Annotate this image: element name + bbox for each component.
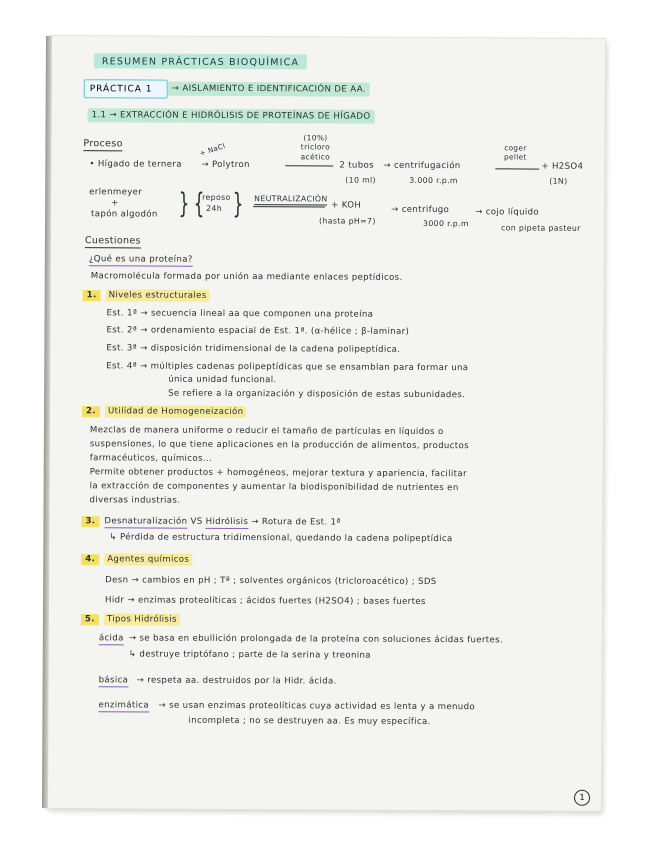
proceso-item-higado: • Hígado de ternera	[89, 159, 182, 170]
proceso-tapon: tapón algodón	[91, 209, 158, 220]
basica-line: → respeta aa. destruidos por la Hidr. ácida.	[136, 675, 337, 687]
neutralizacion-label: NEUTRALIZACIÓN	[254, 194, 328, 204]
proceso-centrifugo: → centrifugo	[391, 204, 450, 216]
page-title: RESUMEN PRÁCTICAS BIOQUÍMICA	[101, 56, 300, 69]
acida-line-2: ↳ destruye triptófano ; parte de la serina y treonina	[128, 649, 371, 661]
proceso-centrifugo-rpm: 3000 r.p.m	[423, 218, 469, 229]
arrow-to-koh	[253, 206, 325, 207]
section-1-heading: 1. Niveles estructurales	[83, 290, 210, 301]
desnaturalizacion-label: Desnaturalización	[104, 516, 188, 527]
proceso-acid: + H2SO4	[541, 161, 584, 172]
proceso-koh: + KOH	[331, 200, 362, 211]
hidrolisis-label: Hidrólisis	[205, 516, 249, 528]
list-item: Est. 3ª → disposición tridimensional de la cadena polipeptídica.	[106, 343, 401, 355]
enzimatica-line-1: → se usan enzimas proteolíticas cuya actividad es lenta y a menudo	[158, 700, 476, 713]
page-title-highlight	[94, 53, 307, 69]
paragraph-line: suspensiones, lo que tiene aplicaciones en la producción de alimentos, productos	[89, 439, 469, 452]
basica-label: básica	[98, 675, 129, 686]
enzimatica-line-2: incompleta ; no se destruyen aa. Es muy específica.	[188, 715, 431, 728]
proceso-koh-sub: (hasta pH=7)	[319, 216, 376, 226]
list-item: Est. 2ª → ordenamiento espacial de Est. 1ª. (α-hélice ; β-laminar)	[106, 325, 410, 337]
practica-label: PRÁCTICA 1	[89, 84, 153, 95]
question-protein: ¿Qué es una proteína?	[88, 254, 193, 265]
section-4-heading: 4. Agentes químicos	[81, 554, 192, 565]
paragraph-line: diversas industrias.	[89, 495, 181, 506]
proceso-plus: +	[111, 198, 119, 209]
nacl-note: + NaCl	[198, 142, 227, 158]
paragraph-line: Mezclas de manera uniforme o reducir el tamaño de partículas en líquidos o	[89, 425, 444, 438]
arrow-to-tubos	[285, 165, 333, 166]
proceso-erlenmeyer: erlenmeyer	[89, 187, 143, 198]
arrow-to-acid	[495, 168, 539, 169]
list-item: Se refiere a la organización y disposición de estas subunidades.	[168, 388, 466, 401]
section-3-number: 3.	[81, 516, 99, 527]
brace-open-icon: {	[193, 186, 205, 220]
list-item: Est. 1ª → secuencia lineal aa que componen una proteína	[106, 308, 374, 320]
proceso-tubos: 2 tubos	[339, 160, 375, 171]
section-2-number: 2.	[82, 406, 100, 417]
list-item: Est. 4ª → múltiples cadenas polipeptídicas que se ensamblan para formar una	[106, 361, 469, 374]
section-2-heading: 2. Utilidad de Homogeneización	[82, 406, 246, 417]
pellet-note: coger pellet	[504, 143, 527, 162]
page-number: 1	[574, 790, 590, 806]
section-4-number: 4.	[81, 554, 99, 565]
acida-label: ácida	[98, 633, 124, 644]
proceso-acid-sub: (1N)	[549, 176, 568, 186]
proceso-tubos-sub: (10 ml)	[345, 175, 376, 185]
notebook-page	[46, 36, 605, 811]
reposo-text: reposo	[202, 192, 231, 202]
tca-note: (10%) tricloro acético	[300, 133, 331, 162]
proceso-polytron: → Polytron	[201, 159, 250, 171]
section-3-detail: ↳ Pérdida de estructura tridimensional, quedando la cadena polipeptídica	[109, 532, 453, 545]
proceso-centrif-rpm: 3.000 r.p.m	[409, 175, 458, 186]
proceso-coger: → cojo líquido	[475, 207, 540, 218]
section-5-heading: 5. Tipos Hidrólisis	[81, 614, 180, 625]
section-1-number: 1.	[83, 290, 101, 301]
list-item: Desn → cambios en pH ; Tª ; solventes orgánicos (tricloroacético) ; SDS	[105, 575, 437, 588]
paragraph-line: farmacéuticos, químicos...	[89, 453, 213, 464]
cuestiones-heading: Cuestiones	[84, 235, 141, 247]
proceso-heading: Proceso	[83, 138, 123, 150]
paragraph-line: Permite obtener productos + homogéneos, mejorar textura y apariencia, facilitar	[89, 467, 467, 480]
proceso-pipeta: con pipeta pasteur	[500, 223, 581, 233]
section-1-1-heading: 1.1 → EXTRACCIÓN E HIDRÓLISIS DE PROTEÍNAS DE HÍGADO	[88, 111, 375, 121]
brace-icon: }	[178, 186, 190, 220]
answer-protein: Macromolécula formada por unión aa mediante enlaces peptídicos.	[90, 271, 403, 283]
reposo-time: 24h	[206, 203, 223, 213]
section-3-heading: 3. Desnaturalización VS Hidrólisis → Rotura de Est. 1ª	[81, 516, 340, 528]
practica-label-box	[84, 79, 168, 98]
section-5-number: 5.	[81, 614, 99, 625]
list-item: Hidr → enzimas proteolíticas ; ácidos fuertes (H2SO4) ; bases fuertes	[105, 595, 426, 607]
practica-subtitle: → AISLAMIENTO E IDENTIFICACIÓN DE AA.	[168, 85, 370, 95]
brace-close-icon: }	[232, 186, 244, 221]
enzimatica-label: enzimática	[98, 700, 150, 711]
list-item: única unidad funcional.	[168, 374, 277, 386]
proceso-centrifugacion: → centrifugación	[383, 160, 461, 172]
paragraph-line: la extracción de componentes y aumentar la biodisponibilidad de nutrientes en	[89, 481, 459, 494]
acida-line-1: → se basa en ebullición prolongada de la proteína con soluciones ácidas fuertes.	[128, 633, 504, 646]
